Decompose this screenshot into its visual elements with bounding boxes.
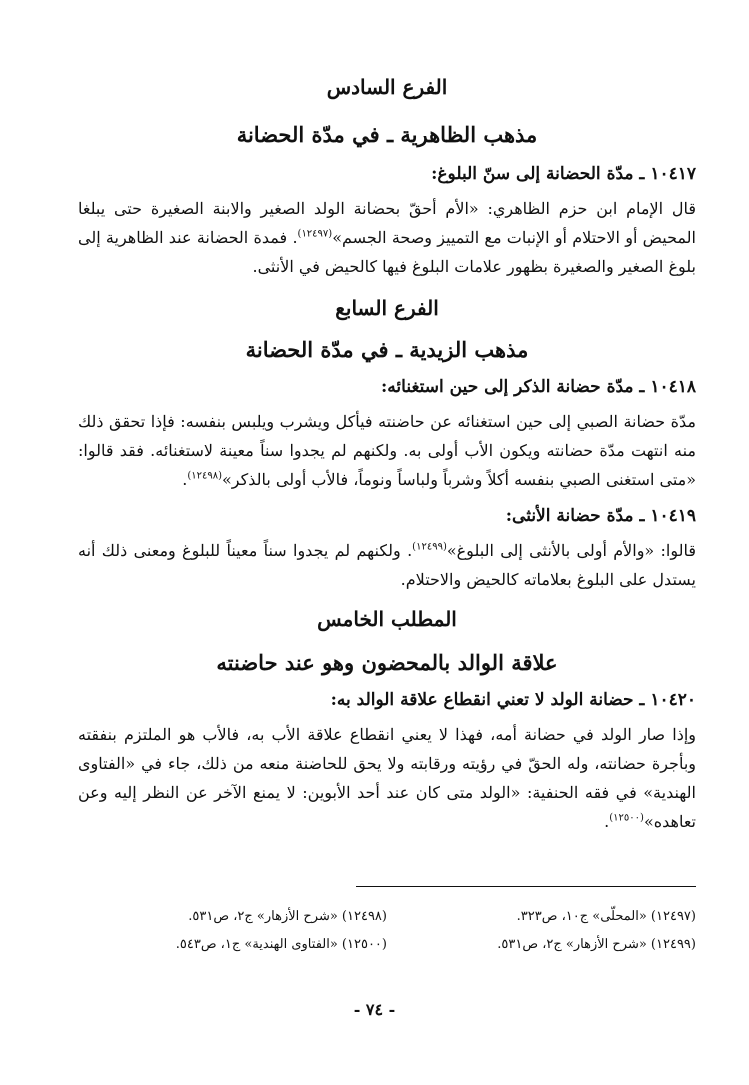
section-10417-title: ١٠٤١٧ ـ مدّة الحضانة إلى سنّ البلوغ: — [431, 164, 696, 184]
section-10419-text — [78, 536, 696, 594]
paragraph-text: مدّة حضانة الصبي إلى حين استغنائه عن حاضنته فيأكل ويشرب ويلبس بنفسه: فإذا تحقق ذلك منه انتهت مدّة حضانته ويكون الأب أولى به. ولكنهم لم يجدوا سناً معينة لاستغنائه. فقد قالوا: «متى استغنى الصبي بنفسه أكلاً وشرباً ولباساً ونوماً، فالأب أولى بالذكر» — [78, 412, 696, 489]
footnote-12497: (١٢٤٩٧) «المحلّى» ج١٠، ص٣٢٣. — [516, 909, 696, 924]
branch7-heading: الفرع السابع — [335, 296, 439, 320]
footnotes — [78, 886, 696, 955]
footnote-12498: (١٢٤٩٨) «شرح الأزهار» ج٢، ص٥٣١. — [188, 909, 387, 924]
paragraph-text: قال الإمام ابن حزم الظاهري: «الأم أحقّ بحضانة الولد الصغير والابنة الصغيرة حتى يبلغا المحيض أو الاحتلام أو الإنبات مع التمييز وصحة الجسم» — [78, 199, 697, 247]
paragraph-text: قالوا: «والأم أولى بالأنثى إلى البلوغ» — [446, 541, 697, 560]
section-10417-text — [78, 194, 696, 281]
branch6-heading: الفرع السادس — [326, 75, 448, 99]
branch7-subheading: مذهب الزيدية ـ في مدّة الحضانة — [245, 337, 529, 362]
page-body — [78, 70, 696, 836]
footnote-divider — [356, 886, 696, 887]
footnote-12500: (١٢٥٠٠) «الفتاوى الهندية» ج١، ص٥٤٣. — [175, 937, 387, 952]
paragraph-text: وإذا صار الولد في حضانة أمه، فهذا لا يعني انقطاع علاقة الأب به، فالأب هو الملتزم بنفقته وبأجرة حضانته، وله الحقّ في رؤيته ورقابته ولا يحق للحاضنة منعه من ذلك، جاء في «الفتاوى الهندية» في فقه الحنفية: «الولد متى كان عند أحد الأبوين: لا يمنع الآخر عن النظر إليه وعن تعاهده» — [78, 725, 696, 831]
section-10420-text — [78, 720, 696, 836]
section-10420-title: ١٠٤٢٠ ـ حضانة الولد لا تعني انقطاع علاقة الوالد به: — [330, 690, 696, 710]
topic5-subheading: علاقة الوالد بالمحضون وهو عند حاضنته — [216, 650, 558, 675]
branch6-subheading: مذهب الظاهرية ـ في مدّة الحضانة — [236, 122, 538, 147]
topic5-heading: المطلب الخامس — [317, 607, 457, 631]
section-10418-text — [78, 407, 696, 494]
footnote-ref-12497[interactable]: (١٢٤٩٧) — [297, 228, 333, 240]
footnote-ref-12498[interactable]: (١٢٤٩٨) — [187, 470, 222, 482]
section-10419-title: ١٠٤١٩ ـ مدّة حضانة الأنثى: — [505, 506, 696, 526]
paragraph-text: . — [604, 812, 610, 831]
paragraph-text: . — [182, 470, 188, 489]
page-number: - ٧٤ - — [353, 1000, 396, 1019]
paragraph-text: . ولكنهم لم يجدوا سناً معيناً للبلوغ ومعنى ذلك أنه يستدل على البلوغ بعلاماته كالحيض والاحتلام. — [78, 541, 696, 589]
footnote-list — [78, 907, 696, 955]
footnote-12499: (١٢٤٩٩) «شرح الأزهار» ج٢، ص٥٣١. — [497, 937, 696, 952]
section-10418-title: ١٠٤١٨ ـ مدّة حضانة الذكر إلى حين استغنائه: — [381, 377, 696, 397]
footnote-ref-12500[interactable]: (١٢٥٠٠) — [609, 812, 644, 824]
footnote-ref-12499[interactable]: (١٢٤٩٩) — [412, 541, 447, 553]
paragraph-text: . فمدة الحضانة عند الظاهرية إلى بلوغ الصغير والصغيرة بظهور علامات البلوغ فيها كالحيض في الأنثى. — [78, 228, 696, 276]
